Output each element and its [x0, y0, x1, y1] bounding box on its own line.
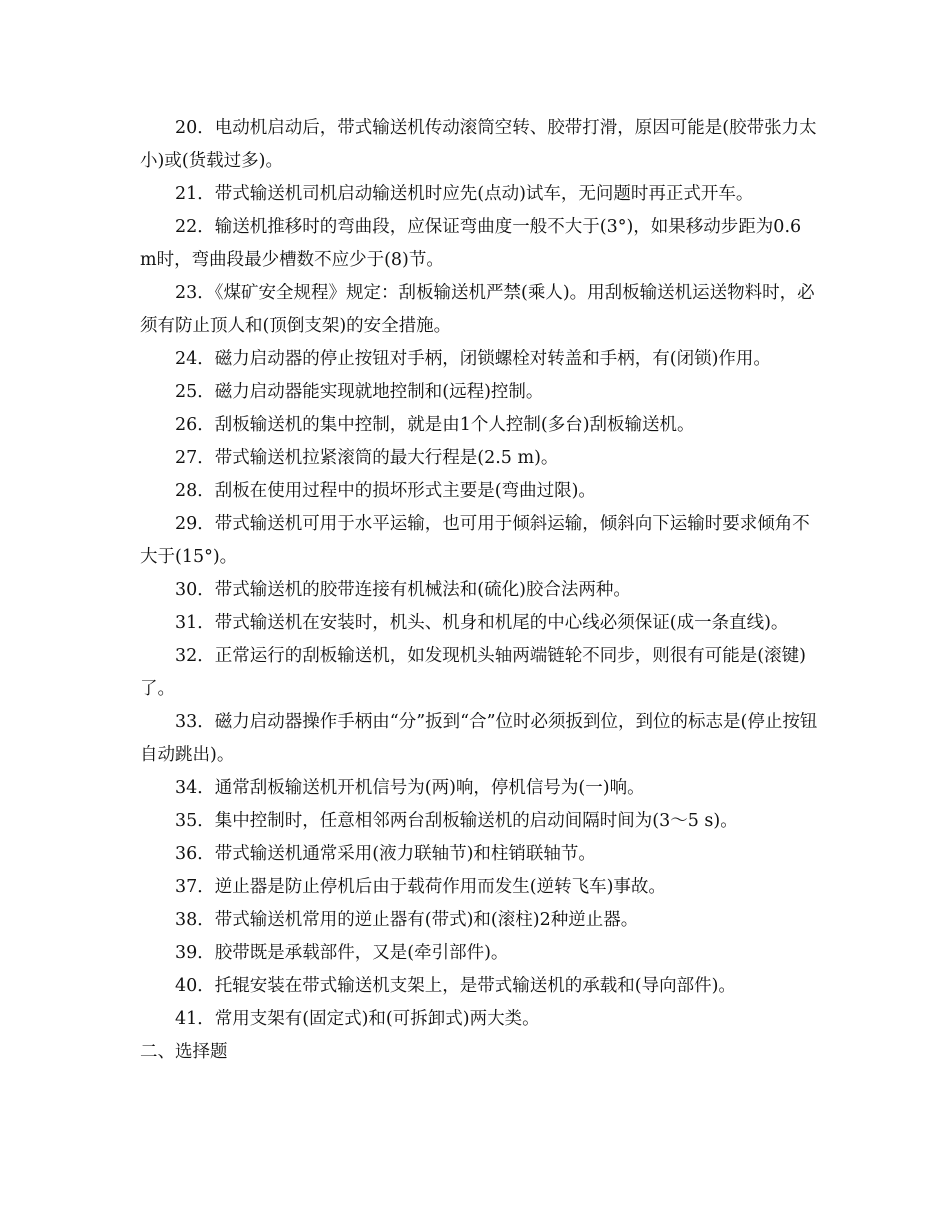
item-32: 32．正常运行的刮板输送机，如发现机头轴两端链轮不同步，则很有可能是(滚键)了。	[140, 646, 806, 699]
item-34: 34．通常刮板输送机开机信号为(两)响，停机信号为(一)响。	[175, 778, 645, 798]
item-21: 21．带式输送机司机启动输送机时应先(点动)试车，无问题时再正式开车。	[175, 184, 754, 204]
item-37: 37．逆止器是防止停机后由于载荷作用而发生(逆转飞车)事故。	[175, 877, 666, 897]
item-41: 41．常用支架有(固定式)和(可拆卸式)两大类。	[175, 1009, 540, 1029]
item-31: 31．带式输送机在安装时，机头、机身和机尾的中心线必须保证(成一条直线)。	[175, 613, 789, 633]
item-39: 39．胶带既是承载部件，又是(牵引部件)。	[175, 943, 509, 963]
item-24: 24．磁力启动器的停止按钮对手柄，闭锁螺栓对转盖和手柄，有(闭锁)作用。	[175, 349, 771, 369]
section-heading: 二、选择题	[140, 1042, 228, 1062]
item-30: 30．带式输送机的胶带连接有机械法和(硫化)胶合法两种。	[175, 580, 631, 600]
item-40: 40．托辊安装在带式输送机支架上，是带式输送机的承载和(导向部件)。	[175, 976, 736, 996]
item-27: 27．带式输送机拉紧滚筒的最大行程是(2.5 m)。	[175, 448, 559, 468]
item-38: 38．带式输送机常用的逆止器有(带式)和(滚柱)2种逆止器。	[175, 910, 639, 930]
item-29: 29．带式输送机可用于水平运输，也可用于倾斜运输，倾斜向下运输时要求倾角不大于(15°)。	[140, 514, 810, 567]
item-33: 33．磁力启动器操作手柄由“分”扳到“合”位时必须扳到位，到位的标志是(停止按钮自动跳出)。	[140, 712, 818, 765]
item-28: 28．刮板在使用过程中的损坏形式主要是(弯曲过限)。	[175, 481, 596, 501]
item-23: 23．《煤矿安全规程》规定：刮板输送机严禁(乘人)。用刮板输送机运送物料时，必须有防止顶人和(顶倒支架)的安全措施。	[140, 283, 815, 336]
item-35: 35．集中控制时，任意相邻两台刮板输送机的启动间隔时间为(3～5 s)。	[175, 811, 738, 831]
item-20: 20．电动机启动后，带式输送机传动滚筒空转、胶带打滑，原因可能是(胶带张力太小)或(货载过多)。	[140, 118, 817, 171]
item-36: 36．带式输送机通常采用(液力联轴节)和柱销联轴节。	[175, 844, 596, 864]
item-22: 22．输送机推移时的弯曲段，应保证弯曲度一般不大于(3°)，如果移动步距为0.6 m时，弯曲段最少槽数不应少于(8)节。	[140, 217, 802, 270]
item-25: 25．磁力启动器能实现就地控制和(远程)控制。	[175, 382, 544, 402]
document-page	[140, 112, 820, 1069]
item-26: 26．刮板输送机的集中控制，就是由1个人控制(多台)刮板输送机。	[175, 415, 695, 435]
